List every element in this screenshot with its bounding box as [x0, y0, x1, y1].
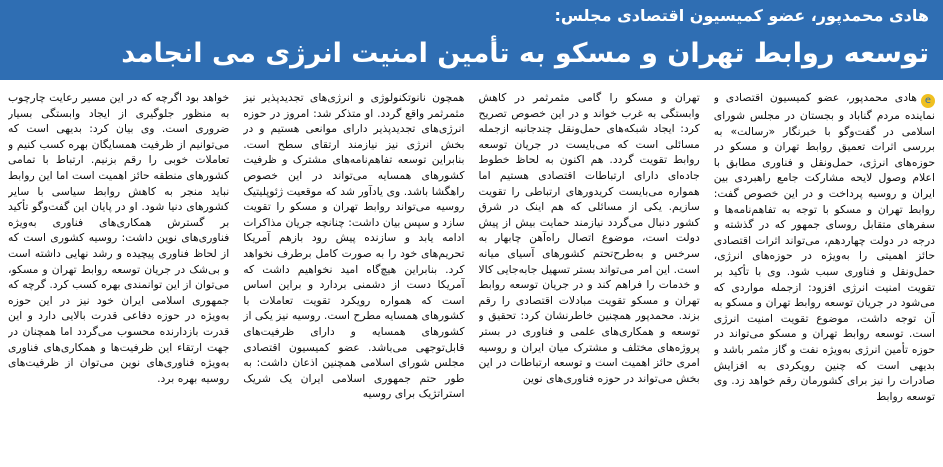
text-column-1 — [714, 90, 935, 465]
bullet-e-icon: e — [921, 94, 935, 108]
column-text: تهران و مسکو را گامی مثمرثمر در کاهش وابستگی به غرب خواند و در این خصوص تصریح کرد: ایجاد شبکه‌های حمل‌ونقل چندجانبه ازجمله مسائلی است که می‌بایست در جریان توسعه روابط تقویت گردد. هم اکنون به لحاظ خطوط جاده‌ای دارای ارتباطات اقتصادی هستیم اما همواره می‌بایست کریدورهای ارتباطی را تقویت سازیم. یکی از مسائلی که هم اینک در شرق کشور دنبال می‌گردد نیازمند حمایت بیش از پیش دولت است، موضوع اتصال راه‌آهن چابهار به سرخس و به‌طرح‌تحتم کشورهای آسیای میانه است. این امر می‌تواند بستر تسهیل جابه‌جایی کالا و خدمات را فراهم کند و در جریان توسعه روابط تهران و مسکو تقویت مبادلات اقتصادی را رقم بزند. محمدپور همچنین خاطرنشان کرد: تحقیق و توسعه و همکاری‌های علمی و فناوری در بستر پروژه‌های مختلف و مشترک میان ایران و روسیه امری حائز اهمیت است و توسعه ارتباطات در این بخش می‌تواند در حوزه فناوری‌های نوین — [478, 91, 700, 385]
column-text: همچون نانوتکنولوژی و انرژی‌های تجدیدپذیر نیز مثمرثمر واقع گردد. او متذکر شد: امروز در حوزه انرژی‌های تجدیدپذیر دارای موانعی هستیم و در بخش انرژی نیز نیازمند ارتقای سطح است. بنابراین توسعه تفاهم‌نامه‌های مشترک و ظرفیت کشورهای همسایه می‌تواند در این خصوص راهگشا باشد. وی یادآور شد که موقعیت ژئوپلیتیک روسیه می‌تواند روابط تهران و مسکو را تقویت سازد و سپس بیان داشت: چنانچه جریان مذاکرات ادامه یابد و سازنده پیش رود بازهم آمریکا تحریم‌های خود را به صورت کامل برطرف نخواهد کرد. بنابراین هیچ‌گاه امید نخواهیم داشت که آمریکا دست از دشمنی بردارد و براین اساس است که همواره رویکرد تقویت تعاملات با کشورهای همسایه مطرح است. روسیه نیز یکی از کشورهای همسایه و دارای ظرفیت‌های قابل‌توجهی می‌باشد. عضو کمیسیون اقتصادی مجلس شورای اسلامی همچنین اذعان داشت: به طور حتم جمهوری اسلامی ایران یک شریک استراتژیک برای روسیه — [243, 91, 465, 401]
article-body — [8, 90, 935, 465]
title-banner — [0, 0, 943, 80]
article-headline: توسعه روابط تهران و مسکو به تأمین امنیت انرژی می انجامد — [121, 38, 929, 69]
text-column-4 — [8, 90, 229, 465]
text-column-2 — [479, 90, 700, 465]
text-column-3 — [243, 90, 464, 465]
column-text: خواهد بود اگرچه که در این مسیر رعایت چارچوب به منظور جلوگیری از ایجاد وابستگی بسیار ضروری است. وی بیان کرد: بدیهی است که می‌توانیم از ظرفیت همسایگان بهره کسب کنیم و تعاملات خوبی را رقم بزنیم. ارتباط با تمامی کشورهای منطقه حائز اهمیت است اما این روابط نباید منجر به کاهش روابط سیاسی با سایر کشورهای دنیا شود. او در پایان این گفت‌وگو تأکید بر گسترش همکاری‌های فناوری به‌ویژه فناوری‌های نوین داشت: روسیه کشوری است که از لحاظ فناوری پیچیده و رشد نهایی داشته است و بی‌شک در جریان توسعه روابط تهران و مسکو، می‌توان از این توانمندی بهره کسب کرد. گرچه که جمهوری اسلامی ایران خود نیز در این حوزه به‌ویژه در حوزه دفاعی قدرت بالایی دارد و این قدرت بازدارنده محسوب می‌گردد اما همچنان در جهت ارتقاء این ظرفیت‌ها و همکاری‌های فناوری به‌ویژه فناوری‌های نوین می‌توان از ظرفیت‌های روسیه بهره برد. — [8, 91, 230, 385]
column-text: هادی محمدپور، عضو کمیسیون اقتصادی و نماینده مردم گناباد و بجستان در مجلس شورای اسلامی در گفت‌وگو با خبرنگار «رسالت» به بررسی اثرات تعمیق روابط تهران و مسکو در حوزه‌های انرژی، حمل‌ونقل و فناوری مطابق با اعلام وصول لایحه مشارکت جامع راهبردی بین ایران و روسیه پرداخت و در این خصوص گفت: روابط تهران و مسکو با توجه به تفاهم‌نامه‌ها و سفرهای متقابل روسای جمهور که در گذشته و درجه در دولت چهاردهم، می‌تواند اثرات اقتصادی حائز اهمیتی را به‌ویژه در حوزه‌های انرژی، حمل‌ونقل و فناوری سبب شود. وی با تأکید بر تقویت امنیت انرژی افزود: ازجمله مواردی که می‌شود در جریان توسعه روابط تهران و مسکو به آن توجه داشت، موضوع تقویت امنیت انرژی است. توسعه روابط تهران و مسکو می‌تواند در حوزه تأمین انرژی به‌ویژه نفت و گاز مثمر باشد و بدیهی است که چنین رویکردی به افزایش صادرات را نیز برای کشورمان رقم خواهد زد. وی توسعه روابط — [713, 91, 935, 403]
article-kicker: هادی محمدپور، عضو کمیسیون اقتصادی مجلس: — [554, 6, 929, 25]
